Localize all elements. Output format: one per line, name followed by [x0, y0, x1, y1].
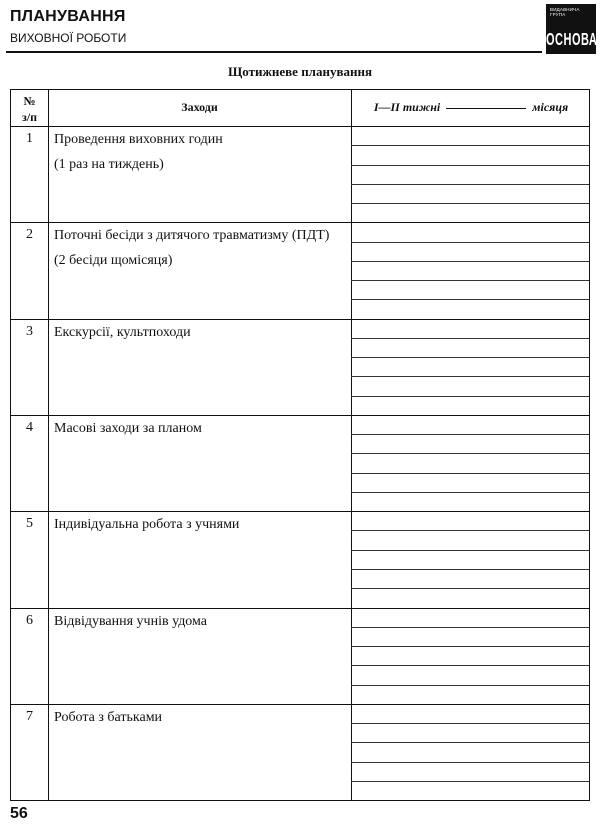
writing-line — [351, 145, 589, 146]
row-number: 1 — [26, 131, 33, 146]
row-number: 5 — [26, 516, 33, 532]
header-number-label: № — [23, 94, 36, 108]
header-week-prefix: I—II тижні — [373, 100, 441, 114]
writing-line — [351, 762, 589, 763]
writing-line — [351, 685, 589, 686]
sheet-title: Щотижневе планування — [227, 64, 372, 79]
writing-line — [351, 434, 589, 435]
column-divider — [48, 90, 49, 800]
writing-line — [351, 627, 589, 628]
writing-line — [351, 165, 589, 166]
logo-wordmark: ОСНОВА — [546, 30, 598, 50]
header-week-cell — [351, 100, 591, 115]
writing-line — [351, 473, 589, 474]
month-blank-line — [446, 108, 526, 109]
writing-line — [351, 184, 589, 185]
row-number: 3 — [26, 323, 33, 339]
writing-line — [351, 242, 589, 243]
writing-line — [351, 299, 589, 300]
writing-line — [351, 376, 589, 377]
header-week-suffix: місяця — [532, 100, 569, 114]
row-activity: Екскурсії, культпоходи — [54, 324, 191, 340]
logo-caption: ВИДАВНИЧА ГРУПА — [550, 7, 580, 17]
writing-line — [351, 396, 589, 397]
row-activity: Індивідуальна робота з учнями — [54, 517, 240, 533]
writing-line — [351, 357, 589, 358]
writing-line — [351, 569, 589, 570]
row-activity: Масові заходи за планом — [54, 420, 202, 436]
row-activity-note: (2 бесіди щомісяця) — [54, 253, 173, 269]
writing-line — [351, 280, 589, 281]
row-activity: Робота з батьками — [54, 709, 163, 725]
header-number-cell — [11, 93, 48, 125]
section-subtitle: ВИХОВНОЇ РОБОТИ — [10, 31, 127, 45]
weekly-plan-table — [10, 89, 590, 801]
row-activity-note: (1 раз на тиждень) — [54, 157, 164, 172]
writing-line — [351, 723, 589, 724]
header-number-sublabel: з/п — [21, 110, 38, 124]
writing-line — [351, 781, 589, 782]
publisher-logo — [546, 4, 596, 54]
row-number: 2 — [26, 227, 33, 243]
row-number: 7 — [26, 708, 33, 724]
row-activity: Проведення виховних годин — [54, 132, 223, 147]
writing-line — [351, 588, 589, 589]
section-title: ПЛАНУВАННЯ — [10, 8, 126, 25]
column-divider — [351, 90, 352, 800]
page-number: 56 — [10, 805, 28, 822]
writing-line — [351, 453, 589, 454]
writing-line — [351, 261, 589, 262]
writing-line — [351, 742, 589, 743]
row-activity: Поточні бесіди з дитячого травматизму (ПДТ) — [54, 228, 330, 244]
writing-line — [351, 665, 589, 666]
writing-line — [351, 203, 589, 204]
header-events: Заходи — [181, 100, 218, 114]
writing-line — [351, 492, 589, 493]
writing-line — [351, 338, 589, 339]
writing-line — [351, 530, 589, 531]
row-number: 6 — [26, 612, 33, 628]
header-divider — [6, 51, 542, 53]
writing-line — [351, 646, 589, 647]
row-activity: Відвідування учнів удома — [54, 613, 208, 629]
row-number: 4 — [26, 419, 33, 435]
writing-line — [351, 550, 589, 551]
